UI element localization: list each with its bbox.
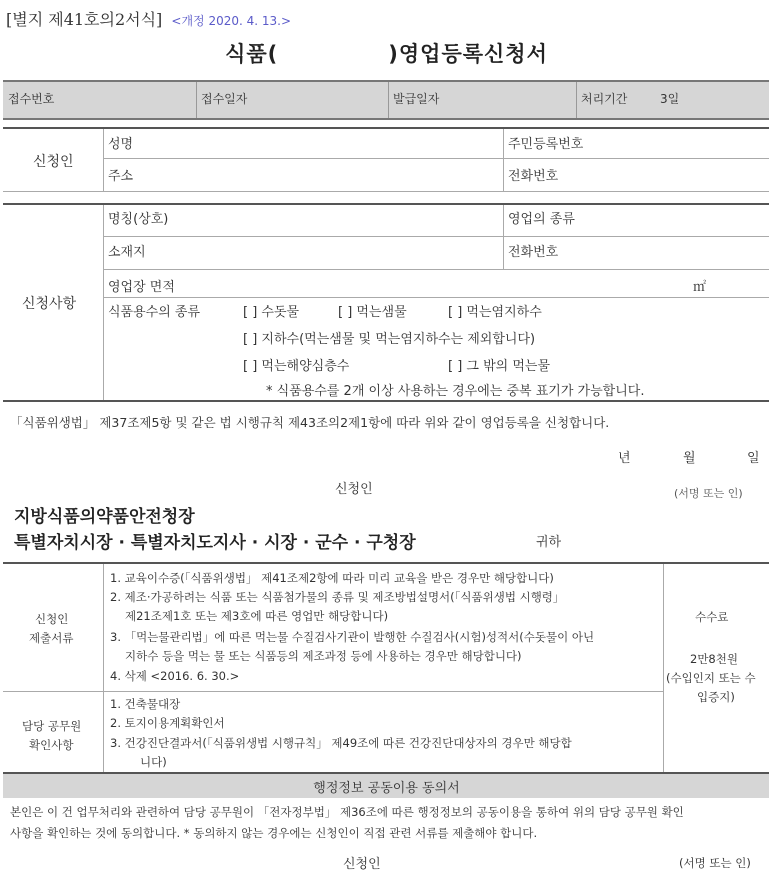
rule — [503, 129, 504, 191]
divider — [388, 82, 389, 118]
processing-period-value: 3일 — [660, 92, 680, 106]
water-option-deep-sea[interactable]: [ ] 먹는해양심층수 — [243, 359, 350, 374]
year-label[interactable]: 년 — [618, 451, 631, 466]
rule — [104, 236, 769, 237]
authority-suffix: 귀하 — [536, 535, 562, 550]
document-item-4: 4. 삭제 <2016. 6. 30.> — [110, 669, 240, 683]
documents-label-1: 신청인 — [35, 612, 69, 626]
rule — [103, 564, 104, 772]
form-number-line — [6, 7, 291, 30]
rule — [103, 205, 104, 400]
rule — [3, 203, 769, 205]
consent-text-2: 사항을 확인하는 것에 동의합니다. * 동의하지 않는 경우에는 신청인이 직접 관련 서류를 제출해야 합니다. — [10, 826, 538, 840]
day-label[interactable]: 일 — [747, 451, 760, 466]
rule — [3, 127, 769, 129]
water-option-ground[interactable]: [ ] 지하수(먹는샘물 및 먹는염지하수는 제외합니다) — [243, 332, 536, 347]
official-item-2: 2. 토지이용계획확인서 — [110, 716, 225, 730]
consent-text-1: 본인은 이 건 업무처리와 관련하여 담당 공무원이 「전자정부법」 제36조에 따른 행정정보의 공동이용을 통하여 위의 담당 공무원 확인 — [10, 805, 684, 819]
water-option-salt[interactable]: [ ] 먹는염지하수 — [448, 305, 542, 320]
name-field[interactable]: 성명 — [108, 137, 134, 152]
area-field[interactable]: 영업장 면적 — [108, 280, 175, 295]
business-name-field[interactable]: 명칭(상호) — [108, 212, 169, 227]
processing-period-label: 처리기간 — [581, 92, 628, 106]
consent-title: 행정정보 공동이용 동의서 — [313, 781, 460, 796]
rule — [3, 400, 769, 402]
declaration-applicant-label: 신청인 — [335, 482, 373, 497]
area-unit: ㎡ — [693, 280, 707, 295]
fee-note-1: (수입인지 또는 수 — [666, 671, 756, 685]
document-item-1: 1. 교육이수증(「식품위생법」 제41조제2항에 따라 미리 교육을 받은 경우만 해당합니다) — [110, 571, 554, 585]
consent-signature[interactable]: (서명 또는 인) — [679, 856, 751, 870]
application-section-label: 신청사항 — [22, 296, 77, 312]
water-note: * 식품용수를 2개 이상 사용하는 경우에는 중복 표기가 가능합니다. — [266, 384, 645, 399]
rule — [3, 191, 769, 192]
applicant-phone-field[interactable]: 전화번호 — [508, 169, 559, 184]
rule — [3, 691, 663, 692]
documents-label-2: 제출서류 — [29, 631, 74, 645]
official-item-3: 3. 건강진단결과서(「식품위생법 시행규칙」 제49조에 따른 건강진단대상자의 경우만 해당합 — [110, 736, 572, 750]
month-label[interactable]: 월 — [683, 451, 696, 466]
rule — [104, 297, 769, 298]
page-title — [0, 38, 773, 68]
address-field[interactable]: 주소 — [108, 169, 134, 184]
divider — [576, 82, 577, 118]
reception-bar — [3, 80, 769, 120]
document-item-2: 2. 제조·가공하려는 식품 또는 식품첨가물의 종류 및 제조방법설명서(「식품위생법 시행령」 — [110, 590, 565, 604]
official-check-label-2: 확인사항 — [29, 738, 74, 752]
rule — [104, 269, 769, 270]
rule — [104, 158, 769, 159]
document-item-2-cont: 제21조제1호 또는 제3호에 따른 영업만 해당합니다) — [125, 609, 389, 623]
resident-number-field[interactable]: 주민등록번호 — [508, 137, 584, 152]
revision-date: <개정 2020. 4. 13.> — [171, 14, 292, 28]
water-option-other[interactable]: [ ] 그 밖의 먹는물 — [448, 359, 551, 374]
declaration-signature[interactable]: (서명 또는 인) — [674, 487, 743, 500]
water-type-label: 식품용수의 종류 — [108, 305, 201, 320]
rule — [663, 564, 664, 772]
water-option-tap[interactable]: [ ] 수돗물 — [243, 305, 300, 320]
declaration-text: 「식품위생법」 제37조제5항 및 같은 법 시행규칙 제43조의2제1항에 따라 위와 같이 영업등록을 신청합니다. — [10, 415, 610, 430]
water-option-potable[interactable]: [ ] 먹는샘물 — [338, 305, 407, 320]
fee-amount: 2만8천원 — [690, 652, 738, 666]
applicant-section-label: 신청인 — [33, 154, 74, 170]
official-check-label-1: 담당 공무원 — [22, 719, 82, 733]
official-item-1: 1. 건축물대장 — [110, 697, 181, 711]
official-item-3-cont: 니다) — [140, 755, 167, 769]
business-phone-field[interactable]: 전화번호 — [508, 245, 559, 260]
document-item-3: 3. 「먹는물관리법」에 따른 먹는물 수질검사기관이 발행한 수질검사(시험)성적서(수돗물이 아닌 — [110, 630, 595, 644]
document-item-3-cont: 지하수 등을 먹는 물 또는 식품등의 제조과정 등에 사용하는 경우만 해당합니다) — [125, 649, 522, 663]
rule — [103, 129, 104, 191]
form-number: [별지 제41호의2서식] — [6, 10, 163, 29]
rule — [3, 562, 769, 564]
fee-label: 수수료 — [695, 610, 729, 624]
consent-applicant-label: 신청인 — [343, 857, 381, 872]
receipt-date-label: 접수일자 — [201, 92, 248, 106]
authority-line-2: 특별자치시장 · 특별자치도지사 · 시장 · 군수 · 구청장 — [14, 533, 416, 553]
rule — [503, 205, 504, 269]
receipt-number-label: 접수번호 — [8, 92, 55, 106]
title-right: )영업등록신청서 — [388, 42, 548, 66]
divider — [196, 82, 197, 118]
authority-line-1: 지방식품의약품안전청장 — [14, 507, 195, 527]
fee-note-2: 입증지) — [697, 690, 735, 704]
issue-date-label: 발급일자 — [393, 92, 440, 106]
business-type-field[interactable]: 영업의 종류 — [508, 212, 575, 227]
location-field[interactable]: 소재지 — [108, 245, 146, 260]
title-left: 식품( — [225, 42, 279, 66]
